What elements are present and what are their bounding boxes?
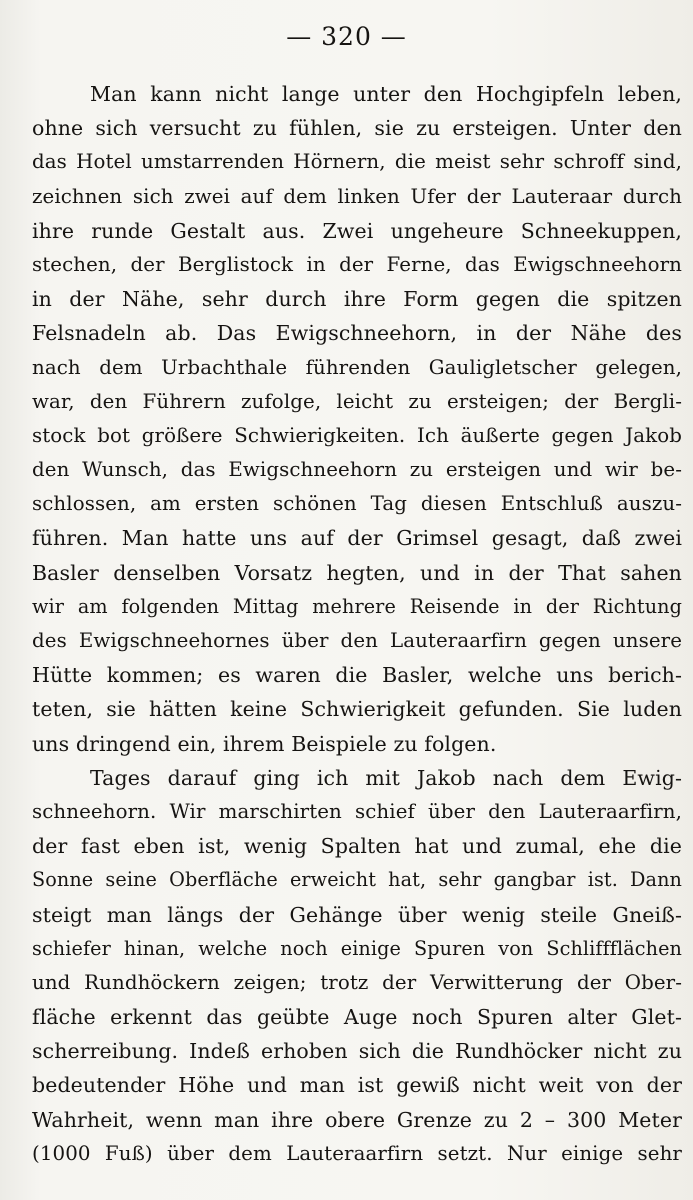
- text-line: nach dem Urbachthale führenden Gauligletscher gelegen,: [32, 355, 682, 379]
- text-line: fläche erkennt das geübte Auge noch Spuren alter Glet-: [32, 1005, 682, 1030]
- body-text: [32, 77, 682, 1171]
- text-line: war, den Führern zufolge, leicht zu ersteigen; der Bergli-: [32, 389, 682, 413]
- text-line: Wahrheit, wenn man ihre obere Grenze zu 2 – 300 Meter: [32, 1107, 682, 1132]
- text-line: stechen, der Berglistock in der Ferne, das Ewigschneehorn: [32, 252, 682, 276]
- text-line: schneehorn. Wir marschirten schief über den Lauteraarfirn,: [32, 799, 682, 823]
- text-line: den Wunsch, das Ewigschneehorn zu ersteigen und wir be-: [32, 458, 682, 482]
- text-line: Sonne seine Oberfläche erweicht hat, sehr gangbar ist. Dann: [32, 868, 682, 892]
- text-line: des Ewigschneehornes über den Lauteraarfirn gegen unsere: [32, 629, 682, 652]
- text-line: ohne sich versucht zu fühlen, sie zu ersteigen. Unter den: [32, 116, 682, 141]
- paragraph-2: [32, 761, 682, 1171]
- text-line: und Rundhöckern zeigen; trotz der Verwitterung der Ober-: [32, 970, 682, 994]
- text-line: uns dringend ein, ihrem Beispiele zu folgen.: [32, 731, 497, 756]
- text-line: in der Nähe, sehr durch ihre Form gegen die spitzen: [32, 287, 682, 312]
- text-line: Man kann nicht lange unter den Hochgipfeln leben,: [90, 82, 682, 106]
- text-line: ihre runde Gestalt aus. Zwei ungeheure Schneekuppen,: [32, 218, 682, 243]
- text-line: wir am folgenden Mittag mehrere Reisende in der Richtung: [32, 594, 682, 618]
- text-line: steigt man längs der Gehänge über wenig steile Gneiß-: [32, 902, 682, 927]
- text-line: Hütte kommen; es waren die Basler, welche uns berich-: [32, 663, 682, 688]
- text-line: Felsnadeln ab. Das Ewigschneehorn, in der Nähe des: [32, 321, 682, 346]
- text-line: (1000 Fuß) über dem Lauteraarfirn setzt. Nur einige sehr: [32, 1141, 682, 1165]
- text-line: der fast eben ist, wenig Spalten hat und zumal, ehe die: [32, 834, 682, 859]
- page-number: — 320 —: [286, 22, 407, 51]
- text-line: schiefer hinan, welche noch einige Spuren von Schliffflächen: [32, 936, 682, 960]
- text-line: Basler denselben Vorsatz hegten, und in der That sahen: [32, 560, 682, 585]
- paragraph-1: [32, 77, 682, 761]
- text-line: stock bot größere Schwierigkeiten. Ich äußerte gegen Jakob: [32, 423, 682, 447]
- text-line: das Hotel umstarrenden Hörnern, die meist sehr schroff sind,: [32, 150, 682, 174]
- text-line: schlossen, am ersten schönen Tag diesen Entschluß auszu-: [32, 492, 682, 516]
- text-line: teten, sie hätten keine Schwierigkeit gefunden. Sie luden: [32, 697, 682, 722]
- text-line: zeichnen sich zwei auf dem linken Ufer der Lauteraar durch: [32, 184, 682, 208]
- text-line: scherreibung. Indeß erhoben sich die Rundhöcker nicht zu: [32, 1039, 682, 1064]
- text-line: bedeutender Höhe und man ist gewiß nicht weit von der: [32, 1073, 682, 1098]
- text-line: führen. Man hatte uns auf der Grimsel gesagt, daß zwei: [32, 526, 682, 551]
- text-line: Tages darauf ging ich mit Jakob nach dem Ewig-: [90, 765, 682, 790]
